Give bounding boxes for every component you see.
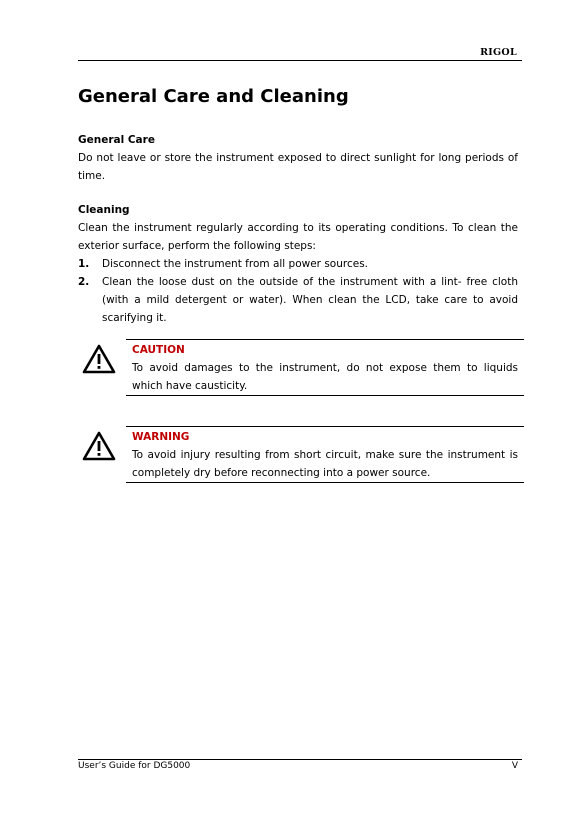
cleaning-heading: Cleaning bbox=[78, 204, 130, 216]
footer-guide-title: User’s Guide for DG5000 bbox=[78, 761, 191, 771]
step-text: Clean the loose dust on the outside of the instrument with a lint- free cloth (with a mild detergent or water). When clean the LCD, take care to avoid scarifying it. bbox=[102, 276, 518, 324]
warning-triangle-icon bbox=[81, 343, 117, 375]
cleaning-section bbox=[78, 201, 518, 327]
warning-triangle-icon bbox=[81, 430, 117, 462]
step-number: 2. bbox=[78, 276, 90, 288]
warning-box bbox=[126, 426, 524, 483]
caution-title: CAUTION bbox=[132, 344, 185, 356]
cleaning-intro: Clean the instrument regularly according to its operating conditions. To clean the exterior surface, perform the following steps: bbox=[78, 222, 518, 252]
caution-box bbox=[126, 339, 524, 396]
list-item bbox=[78, 255, 518, 273]
brand-logo-text: RIGOL bbox=[480, 47, 517, 58]
step-number: 1. bbox=[78, 258, 90, 270]
general-care-heading: General Care bbox=[78, 134, 155, 146]
general-care-text: Do not leave or store the instrument exposed to direct sunlight for long periods of time. bbox=[78, 152, 518, 182]
list-item bbox=[78, 273, 518, 327]
step-text: Disconnect the instrument from all power sources. bbox=[102, 258, 369, 270]
warning-text: To avoid injury resulting from short circuit, make sure the instrument is completely dry before reconnecting into a power source. bbox=[132, 449, 518, 479]
caution-text: To avoid damages to the instrument, do not expose them to liquids which have causticity. bbox=[132, 362, 518, 392]
general-care-section bbox=[78, 131, 518, 185]
warning-title: WARNING bbox=[132, 431, 190, 443]
header-divider bbox=[78, 60, 522, 61]
page-number: V bbox=[511, 761, 518, 771]
footer-divider bbox=[78, 759, 522, 760]
page-title: General Care and Cleaning bbox=[78, 86, 349, 107]
